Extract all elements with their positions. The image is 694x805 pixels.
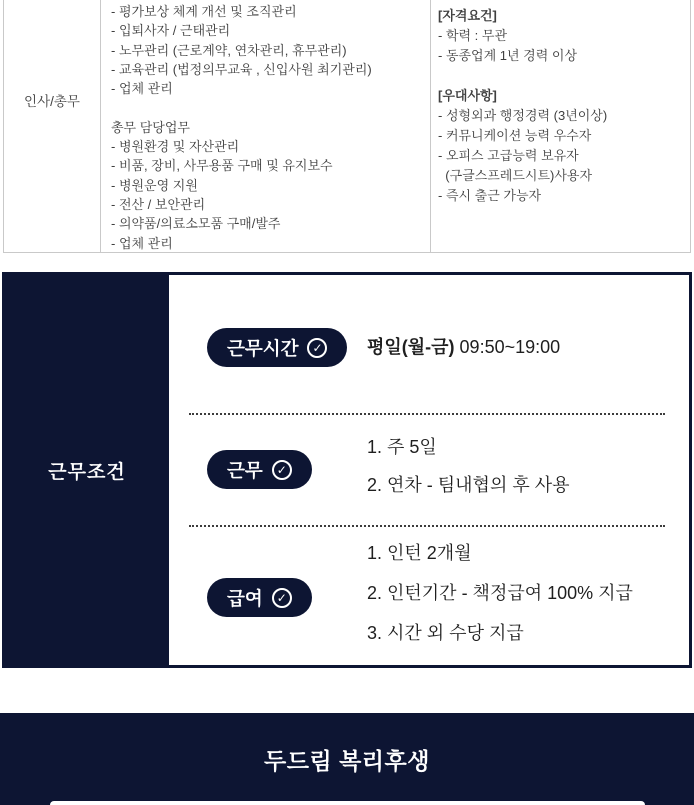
work-hours-badge-label: 근무시간 <box>227 337 299 359</box>
table-text-line: - 동종업계 1년 경력 이상 <box>438 48 578 63</box>
table-text-line: - 전산 / 보안관리 <box>111 196 206 212</box>
salary-text <box>367 533 633 653</box>
salary-badge-label: 급여 <box>227 587 263 609</box>
department-label: 인사/총무 <box>24 94 80 109</box>
work-conditions-side-label <box>5 275 169 665</box>
condition-line: 2. 연차 - 팀내협의 후 사용 <box>367 475 570 495</box>
table-text-line: - 즉시 출근 가능자 <box>438 188 542 203</box>
table-text-line: [우대사항] <box>438 88 497 103</box>
check-circle-icon: ✓ <box>272 460 292 480</box>
table-cell-requirements <box>431 0 690 252</box>
work-badge <box>207 450 312 489</box>
table-text-line: - 학력 : 무관 <box>438 28 508 43</box>
work-conditions-title: 근무조건 <box>48 461 126 483</box>
table-cell-duties <box>101 0 431 252</box>
condition-line: 1. 주 5일 <box>367 437 437 457</box>
table-text-line: - 오피스 고급능력 보유자 <box>438 148 579 163</box>
table-text-line: - 비품, 장비, 사무용품 구매 및 유지보수 <box>111 158 333 174</box>
table-cell-department <box>4 0 101 252</box>
table-text-line: [자격요건] <box>438 8 497 23</box>
table-text-line: - 노무관리 (근로계약, 연차관리, 휴무관리) <box>111 42 347 58</box>
table-text-line: - 교육관리 (법정의무교육 , 신입사원 최기관리) <box>111 61 372 77</box>
salary-badge <box>207 578 312 617</box>
work-conditions-content <box>169 275 689 665</box>
dotted-divider <box>189 525 665 527</box>
table-text-line: (구글스프레드시트)사용자 <box>438 168 593 183</box>
benefits-title: 두드림 복리후생 <box>264 747 430 774</box>
table-text-line: - 병원운영 지원 <box>111 177 198 193</box>
table-text-line: - 성형외과 행정경력 (3년이상) <box>438 108 608 123</box>
check-circle-icon: ✓ <box>272 588 292 608</box>
benefits-banner <box>0 713 694 805</box>
work-hours-text <box>367 328 560 367</box>
benefits-card-top-edge <box>50 801 645 805</box>
table-text-line <box>438 66 686 86</box>
table-text-line: - 의약품/의료소모품 구매/발주 <box>111 216 281 232</box>
work-text <box>367 428 570 504</box>
table-text-line: - 업체 관리 <box>111 81 173 97</box>
table-text-line: - 평가보상 체계 개선 및 조직관리 <box>111 4 297 19</box>
table-text-line: - 입퇴사자 / 근태관리 <box>111 23 231 39</box>
condition-line: 3. 시간 외 수당 지급 <box>367 623 524 643</box>
condition-line: 2. 인턴기간 - 책정급여 100% 지급 <box>367 583 633 603</box>
table-text-line <box>111 98 426 117</box>
work-conditions-section <box>2 272 692 668</box>
work-badge-label: 근무 <box>227 459 263 481</box>
table-text-line: - 업체 관리 <box>111 235 173 251</box>
condition-line: 평일(월-금) 09:50~19:00 <box>367 337 561 357</box>
job-description-table <box>3 0 691 253</box>
check-circle-icon: ✓ <box>307 338 327 358</box>
table-text-line: 총무 담당업무 <box>111 119 190 135</box>
table-text-line: - 병원환경 및 자산관리 <box>111 139 240 155</box>
condition-line: 1. 인턴 2개월 <box>367 543 472 563</box>
dotted-divider <box>189 413 665 415</box>
table-text-line: - 커뮤니케이션 능력 우수자 <box>438 128 592 143</box>
work-hours-badge <box>207 328 347 367</box>
